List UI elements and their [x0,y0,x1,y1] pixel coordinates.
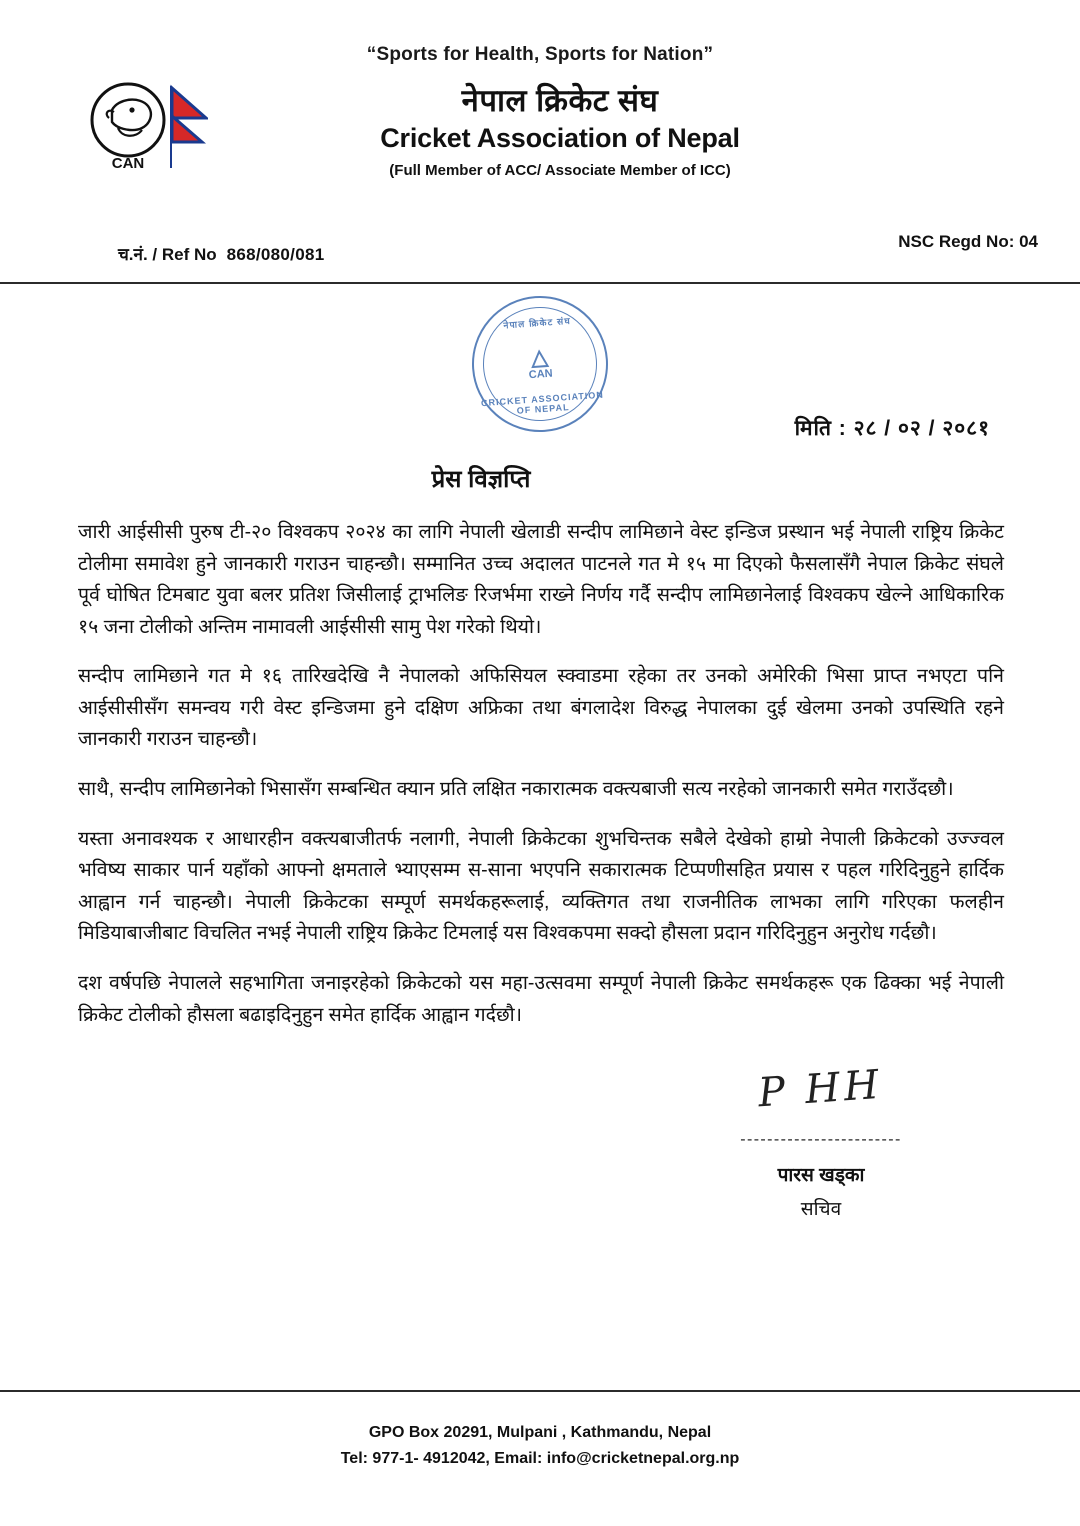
paragraph-4: यस्ता अनावश्यक र आधारहीन वक्त्यबाजीतर्फ नलागी, नेपाली क्रिकेटका शुभचिन्तक सबैले देखेको हाम्रो नेपाली क्रिकेटको उज्ज्वल भविष्य साकार पार्न यहाँको आफ्नो क्षमताले भ्याएसम्म स-साना भएपनि सकारात्मक टिप्पणीसहित प्रयास र पहल गरिदिनुहुने हार्दिक आह्वान गर्न चाहन्छौ। नेपाली क्रिकेटका सम्पूर्ण समर्थकहरूलाई, व्यक्तिगत तथा राजनीतिक लाभका लागि गरिएका फलहीन मिडियाबाजीबाट विचलित नभई नेपाली राष्ट्रिय क्रिकेट टिमलाई यस विश्वकपमा सक्दो हौसला प्रदान गरिदिनुहुन अनुरोध गर्दछौ। [78,827,1004,945]
paragraph-2: सन्दीप लामिछाने गत मे १६ तारिखदेखि नै नेपालको अफिसियल स्क्वाडमा रहेका तर उनको अमेरिकी भिसा प्राप्त नभएटा पनि आईसीसीसँग समन्वय गरी वेस्ट इन्डिजमा हुने दक्षिण अफ्रिका तथा बंगलादेश विरुद्ध नेपालका दुई खेलमा उनको उपस्थिति रहने जानकारी गराउन चाहन्छौ। [78,665,1004,751]
letter-body [0,414,1080,1221]
paragraph-3: साथै, सन्दीप लामिछानेको भिसासँग सम्बन्धित क्यान प्रति लक्षित नकारात्मक वक्त्यबाजी सत्य नरहेको जानकारी समेत गराउँदछौ। [78,778,954,801]
reference-number: 868/080/081 [226,245,325,264]
stamp-top-text: नेपाल क्रिकेट संघ [503,315,572,331]
signatory-name: पारस खड्का [777,1165,865,1187]
org-name-english: Cricket Association of Nepal [380,122,740,153]
stamp-center [527,343,554,383]
footer [0,1390,1080,1526]
stamp-area [0,284,1080,432]
paragraph-5: दश वर्षपछि नेपालले सहभागिता जनाइरहेको क्रिकेटको यस महा-उत्सवमा सम्पूर्ण नेपाली क्रिकेट समर्थकहरू एक ढिक्का भई नेपाली क्रिकेट टोलीको हौसला बढाइदिनुहुन समेत हार्दिक आह्वान गर्दछौ। [78,971,1004,1026]
signatory-role: सचिव [800,1199,842,1221]
date-line: मिति : २८ / ०२ / २०८१ [794,417,990,440]
signature-block [78,1061,1004,1221]
signature-line: ------------------------ [740,1131,902,1149]
footer-contact: Tel: 977-1- 4912042, Email: info@cricketnepal.org.np [340,1449,740,1467]
can-logo [84,76,208,188]
official-seal-stamp [467,291,612,436]
footer-address: GPO Box 20291, Mulpani , Kathmandu, Nepal [368,1424,712,1441]
reference-label: च.नं. / Ref No [118,245,217,264]
page-title: प्रेस विज्ञप्ति [431,466,531,493]
stamp-bottom-text: CRICKET ASSOCIATION OF NEPAL [480,389,605,416]
regd-number: NSC Regd No: 04 [898,232,1038,251]
letterhead [0,82,1080,222]
handwritten-signature: P HH [756,1061,885,1117]
stamp-rhino-icon: △ [530,343,549,370]
svg-text:CAN: CAN [111,155,145,172]
stamp-center-label: CAN [528,367,554,382]
paragraph-1: जारी आईसीसी पुरुष टी-२० विश्वकप २०२४ का लागि नेपाली खेलाडी सन्दीप लामिछाने वेस्ट इन्डिज प्रस्थान भई नेपाली राष्ट्रिय क्रिकेट टोलीमा समावेश हुने जानकारी गराउन चाहन्छौ। सम्मानित उच्च अदालत पाटनले गत मे १५ मा दिएको फैसलासँगै नेपाल क्रिकेट संघले पूर्व घोषित टिमबाट युवा बलर प्रतिश जिसीलाई ट्राभलिङ रिजर्भमा राख्ने निर्णय गर्दै सन्दीप लामिछानेलाई विश्वकप खेल्ने आधिकारिक १५ जना टोलीको अन्तिम नामावली आईसीसी सामु पेश गरेको थियो। [78,521,1004,638]
tagline: “Sports for Health, Sports for Nation” [366,44,714,65]
org-membership-subtitle: (Full Member of ACC/ Associate Member of ICC) [389,161,731,179]
reference-number-group [118,242,324,265]
org-name-nepali: नेपाल क्रिकेट संघ [461,83,659,118]
reference-bar [0,232,1080,284]
